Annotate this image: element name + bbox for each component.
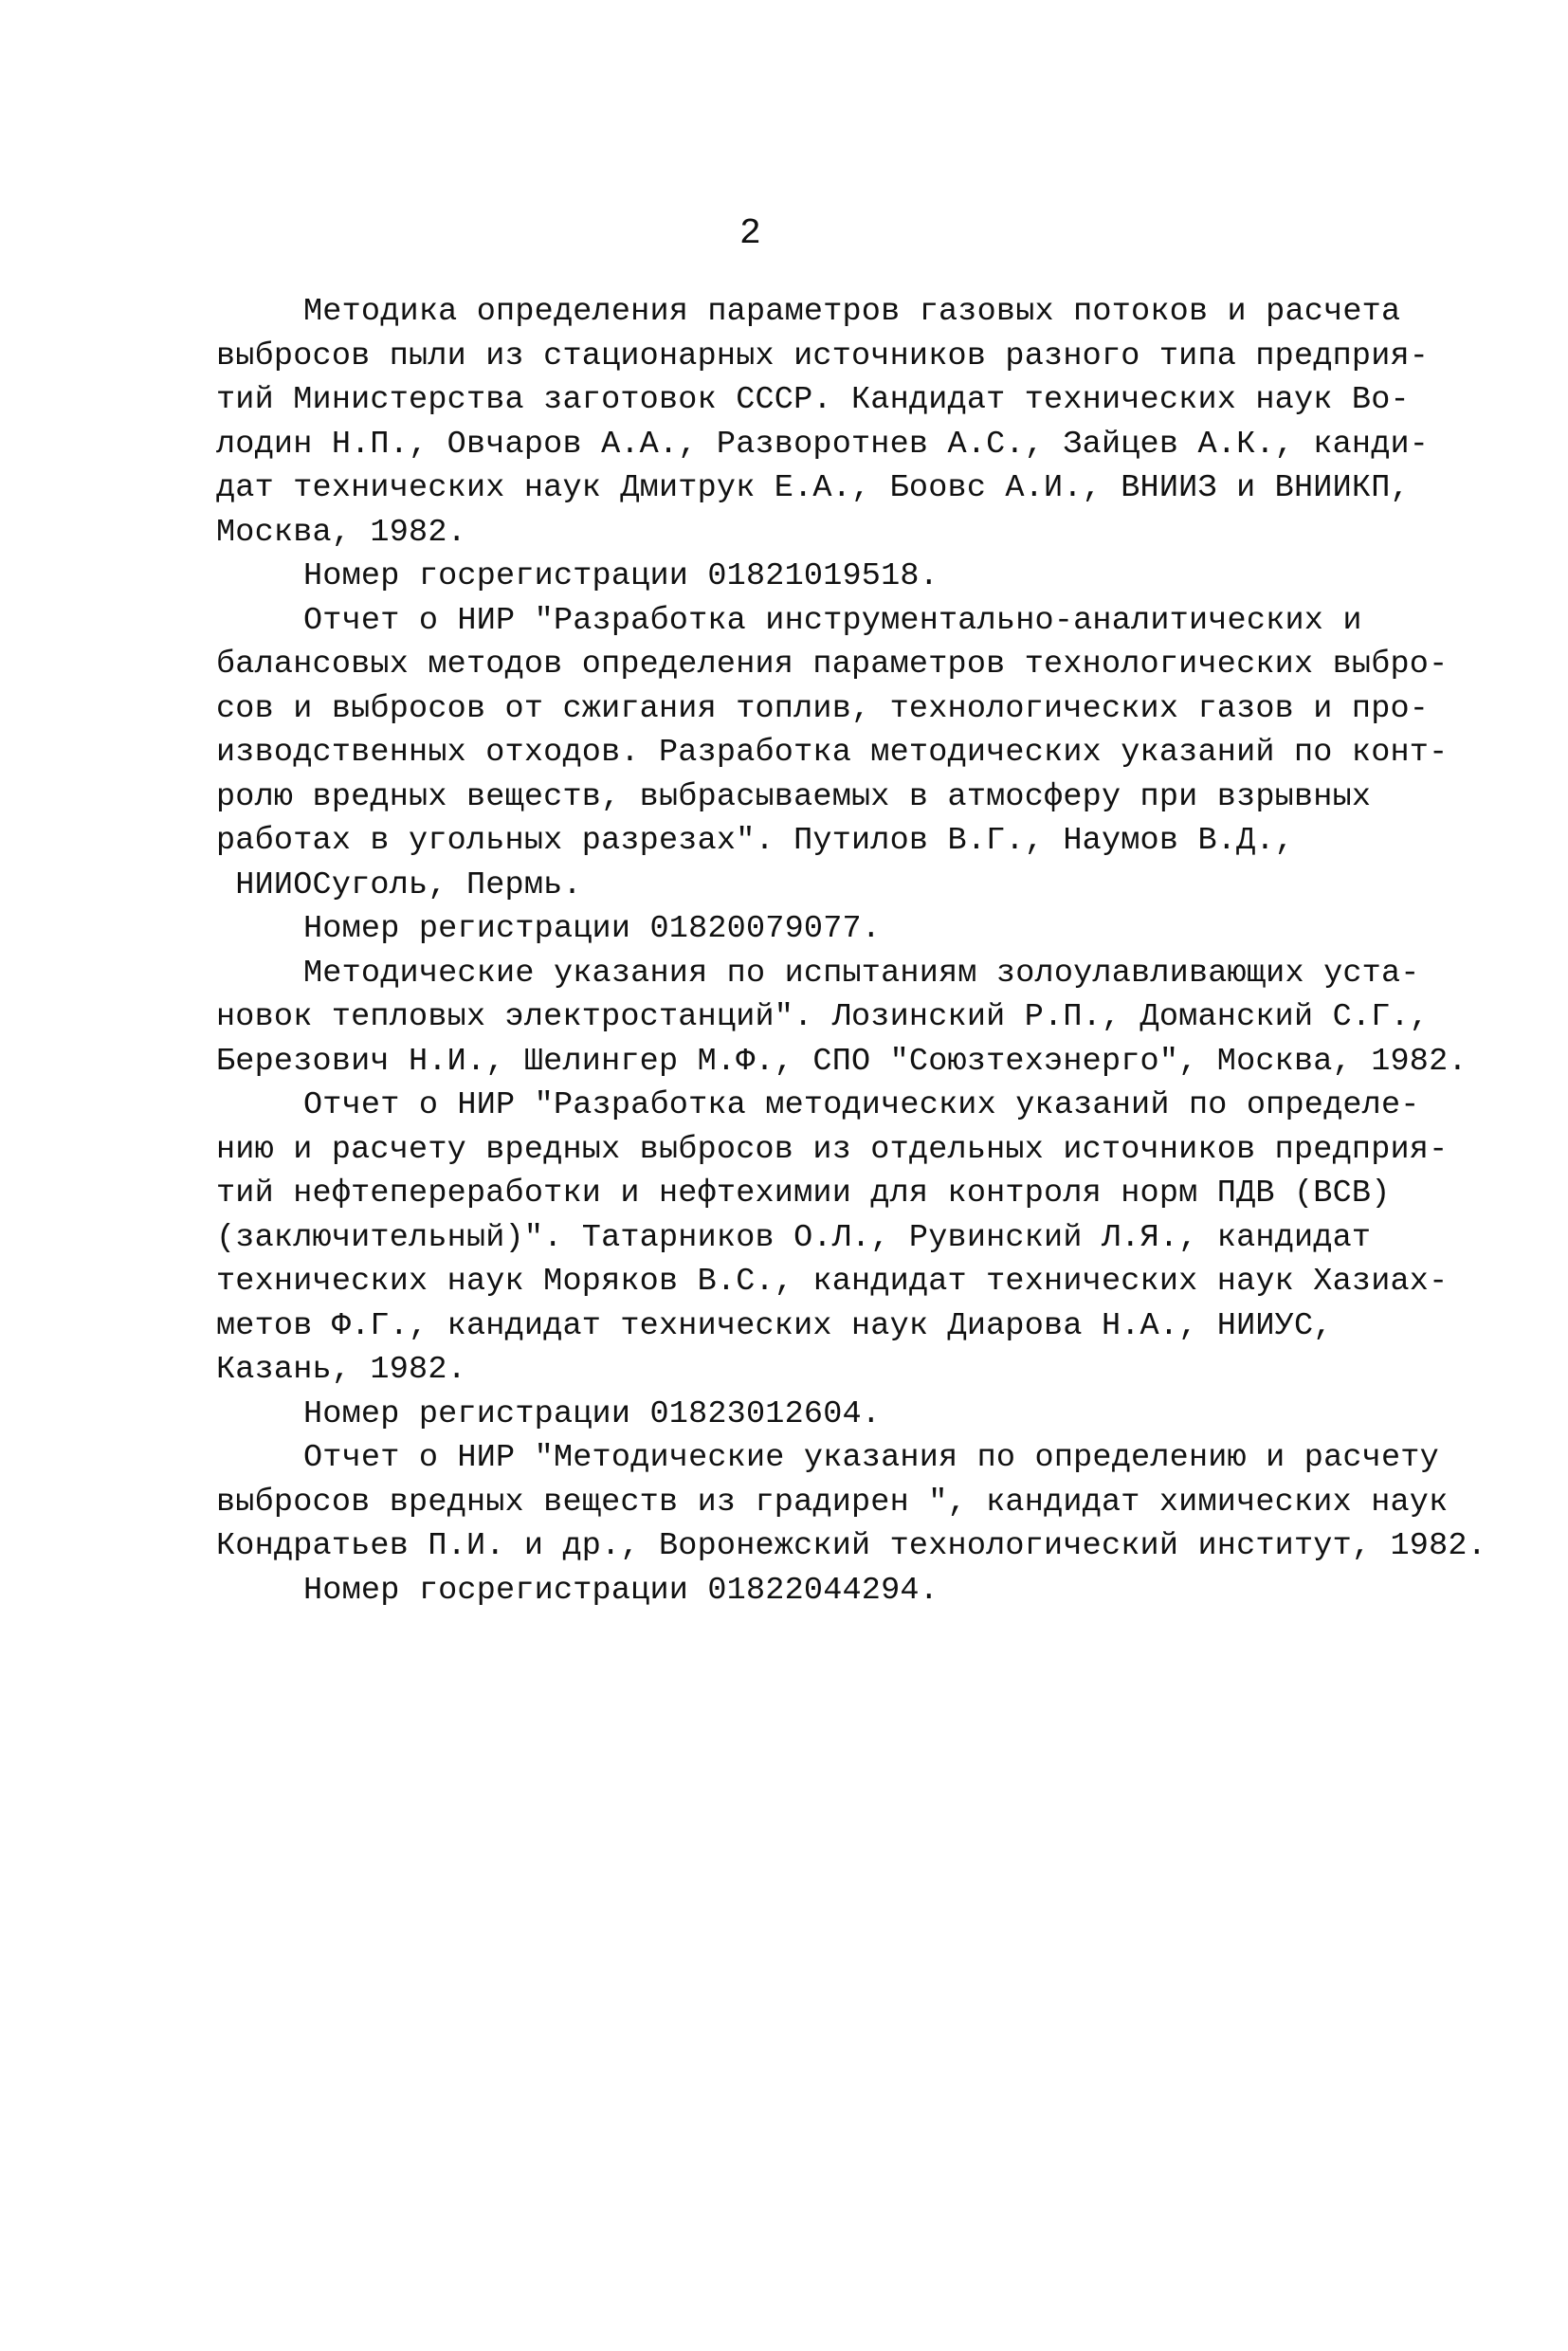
document-body [216, 290, 1487, 1613]
text-line: работах в угольных разрезах". Путилов В.Г., Наумов В.Д., [216, 823, 1294, 859]
text-line: Номер госрегистрации 01822044294. [303, 1572, 939, 1609]
text-line: НИИОСуголь, Пермь. [216, 866, 582, 903]
text-line: тий Министерства заготовок СССР. Кандидат технических наук Во- [216, 382, 1410, 418]
text-line: дат технических наук Дмитрук Е.А., Боовс А.И., ВНИИЗ и ВНИИКП, [216, 470, 1410, 506]
text-line: метов Ф.Г., кандидат технических наук Диарова Н.А., НИИУС, [216, 1307, 1333, 1344]
text-line: (заключительный)". Татарников О.Л., Рувинский Л.Я., кандидат [216, 1219, 1372, 1256]
text-line: Методика определения параметров газовых потоков и расчета [303, 294, 1401, 330]
text-line: Москва, 1982. [216, 514, 466, 551]
text-line: Отчет о НИР "Разработка инструментально-аналитических и [303, 602, 1362, 639]
text-line: сов и выбросов от сжигания топлив, технологических газов и про- [216, 690, 1430, 727]
text-line: нию и расчету вредных выбросов из отдельных источников предприя- [216, 1131, 1449, 1168]
text-line: Номер регистрации 01823012604. [303, 1395, 882, 1432]
text-line: Отчет о НИР "Разработка методических указаний по определе- [303, 1087, 1420, 1123]
text-line: Методические указания по испытаниям золоулавливающих уста- [303, 955, 1420, 992]
text-line: Номер госрегистрации 01821019518. [303, 558, 939, 594]
text-line: новок тепловых электростанций". Лозинский Р.П., Доманский С.Г., [216, 999, 1430, 1035]
text-line: балансовых методов определения параметров технологических выбро- [216, 647, 1449, 683]
text-line: Березович Н.И., Шелингер М.Ф., СПО "Союзтехэнерго", Москва, 1982. [216, 1043, 1468, 1080]
text-line: тий нефтепереработки и нефтехимии для контроля норм ПДВ (ВСВ) [216, 1176, 1391, 1212]
text-line: лодин Н.П., Овчаров А.А., Разворотнев А.С., Зайцев А.К., канди- [216, 426, 1430, 463]
page-number: 2 [739, 213, 761, 254]
text-line: технических наук Моряков В.С., кандидат технических наук Хазиах- [216, 1264, 1449, 1300]
text-line: Номер регистрации 01820079077. [303, 911, 882, 947]
text-line: Казань, 1982. [216, 1352, 466, 1388]
text-line: Отчет о НИР "Методические указания по определению и расчету [303, 1440, 1439, 1476]
text-line: изводственных отходов. Разработка методических указаний по конт- [216, 735, 1449, 771]
text-line: Кондратьев П.И. и др., Воронежский технологический институт, 1982. [216, 1528, 1487, 1564]
text-line: выбросов вредных веществ из градирен ", кандидат химических наук [216, 1484, 1449, 1521]
text-line: выбросов пыли из стационарных источников разного типа предприя- [216, 337, 1430, 374]
text-line: ролю вредных веществ, выбрасываемых в атмосферу при взрывных [216, 778, 1372, 815]
